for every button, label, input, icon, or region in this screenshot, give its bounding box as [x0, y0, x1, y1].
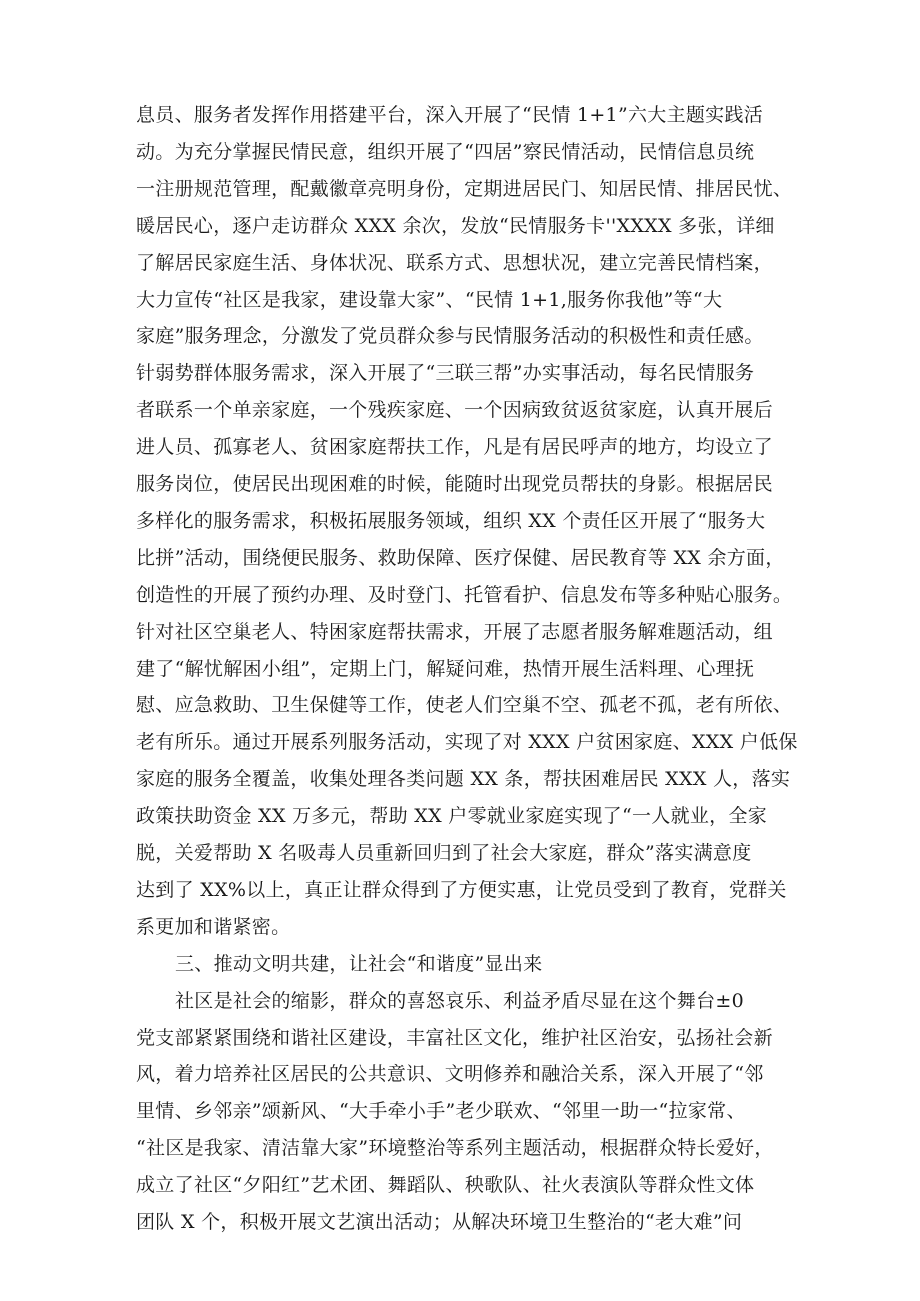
text-line: 里情、乡邻亲”颂新风、“大手牵小手”老少联欢、“邻里一助一“拉家常、 [136, 1100, 746, 1122]
text-line: 息员、服务者发挥作用搭建平台，深入开展了“民情 1+1”六大主题实践活 [136, 104, 764, 126]
text-line: 暖居民心，逐户走访群众 XXX 余次，发放“民情服务卡''XXXX 多张，详细 [136, 215, 775, 237]
text-line: 脱，关爱帮助 X 名吸毒人员重新回归到了社会大家庭，群众”落实满意度 [136, 842, 752, 864]
text-line: 团队 X 个，积极开展文艺演出活动；从解决环境卫生整治的“老大难”问 [136, 1211, 743, 1233]
text-line: 大力宣传“社区是我家，建设靠大家”、“民情 1+1,服务你我他”等“大 [136, 289, 723, 311]
text-line: 建了“解忧解困小组”，定期上门，解疑问难，热情开展生活料理、心理抚 [136, 658, 755, 680]
text-line: 创造性的开展了预约办理、及时登门、托管看护、信息发布等多种贴心服务。 [136, 584, 793, 606]
text-line: 社区是社会的缩影，群众的喜怒哀乐、利益矛盾尽显在这个舞台±0 [175, 990, 745, 1012]
text-line: 政策扶助资金 XX 万多元，帮助 XX 户零就业家庭实现了“一人就业，全家 [136, 805, 768, 827]
text-line: 动。为充分掌握民情民意，组织开展了“四居”察民情活动，民情信息员统 [136, 141, 755, 163]
text-line: 者联系一个单亲家庭，一个残疾家庭、一个因病致贫返贫家庭，认真开展后 [136, 399, 773, 421]
text-line: 比拼”活动，围绕便民服务、救助保障、医疗保健、居民教育等 XX 余方面， [136, 547, 785, 569]
text-line: 三、推动文明共建，让社会“和谐度”显出来 [175, 953, 543, 975]
text-line: “社区是我家、清洁靠大家”环境整治等系列主题活动，根据群众特长爱好， [136, 1137, 774, 1159]
text-line: 老有所乐。通过开展系列服务活动，实现了对 XXX 户贫困家庭、XXX 户低保 [136, 731, 798, 753]
text-line: 家庭”服务理念，分激发了党员群众参与民情服务活动的积极性和责任感。 [136, 325, 764, 347]
text-line: 风，着力培养社区居民的公共意识、文明修养和融洽关系，深入开展了“邻 [136, 1063, 764, 1085]
text-line: 成立了社区“夕阳红”艺术团、舞蹈队、秧歌队、社火表演队等群众性文体 [136, 1174, 755, 1196]
text-line: 了解居民家庭生活、身体状况、联系方式、思想状况，建立完善民情档案， [136, 252, 773, 274]
text-line: 多样化的服务需求，积极拓展服务领域，组织 XX 个责任区开展了“服务大 [136, 510, 766, 532]
text-line: 服务岗位，使居民出现困难的时候，能随时出现党员帮扶的身影。根据居民 [136, 473, 773, 495]
text-line: 进人员、孤寡老人、贫困家庭帮扶工作，凡是有居民呼声的地方，均设立了 [136, 436, 773, 458]
text-line: 系更加和谐紧密。 [136, 916, 291, 938]
text-line: 慰、应急救助、卫生保健等工作，使老人们空巢不空、孤老不孤，老有所依、 [136, 694, 793, 716]
text-line: 党支部紧紧围绕和谐社区建设，丰富社区文化，维护社区治安，弘扬社会新 [136, 1027, 773, 1049]
text-line: 达到了 XX%以上，真正让群众得到了方便实惠，让党员受到了教育，党群关 [136, 879, 787, 901]
text-line: 一注册规范管理，配戴徽章亮明身份，定期进居民门、知居民情、排居民忧、 [136, 178, 793, 200]
text-line: 家庭的服务全覆盖，收集处理各类问题 XX 条，帮扶困难居民 XXX 人，落实 [136, 768, 791, 790]
text-line: 针对社区空巢老人、特困家庭帮扶需求，开展了志愿者服务解难题活动，组 [136, 621, 773, 643]
text-line: 针弱势群体服务需求，深入开展了“三联三帮”办实事活动，每名民情服务 [136, 362, 755, 384]
